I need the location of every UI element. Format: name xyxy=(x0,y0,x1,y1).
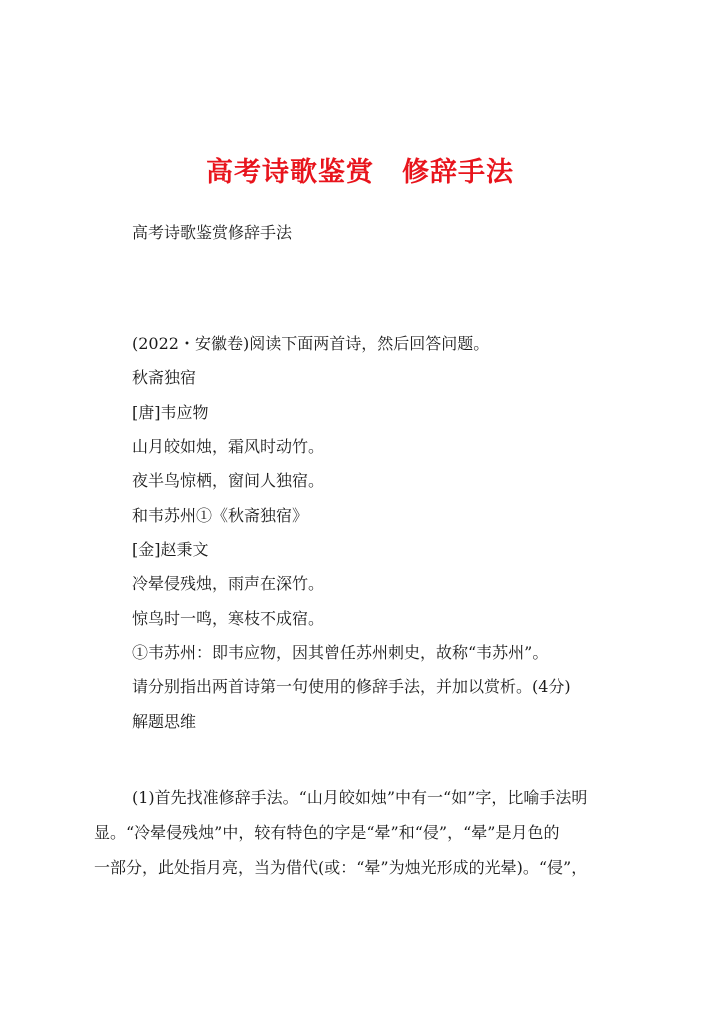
paragraph-line: 显。“冷晕侵残烛”中，较有特色的字是“晕”和“侵”，“晕”是月色的 xyxy=(94,823,560,842)
document-body xyxy=(132,332,632,744)
question-intro: (2022・安徽卷)阅读下面两首诗，然后回答问题。 xyxy=(132,334,490,353)
poem2-title: 和韦苏州①《秋斋独宿》 xyxy=(132,505,309,525)
poem1-author: [唐]韦应物 xyxy=(132,402,209,422)
poem2-author: [金]赵秉文 xyxy=(132,540,209,560)
question-text: 请分别指出两首诗第一句使用的修辞手法，并加以赏析。(4分) xyxy=(132,677,571,697)
page-title: 高考诗歌鉴赏 修辞手法 xyxy=(206,157,514,188)
poem2-line2: 惊鸟时一鸣，寒枝不成宿。 xyxy=(132,608,325,628)
section-heading: 解题思维 xyxy=(132,711,197,731)
poem1-line2: 夜半鸟惊栖，窗间人独宿。 xyxy=(132,471,325,491)
analysis-paragraph xyxy=(94,786,634,891)
poem1-line1: 山月皎如烛，霜风时动竹。 xyxy=(132,437,325,457)
paragraph-line: 一部分，此处指月亮，当为借代(或：“晕”为烛光形成的光晕)。“侵”， xyxy=(94,858,588,877)
poem2-line1: 冷晕侵残烛，雨声在深竹。 xyxy=(132,574,325,594)
paragraph-line: (1)首先找准修辞手法。“山月皎如烛”中有一“如”字，比喻手法明 xyxy=(132,788,588,807)
document-subtitle: 高考诗歌鉴赏修辞手法 xyxy=(132,223,293,242)
poem1-title: 秋斋独宿 xyxy=(132,368,197,388)
footnote: ①韦苏州：即韦应物，因其曾任苏州刺史，故称“韦苏州”。 xyxy=(132,643,549,663)
